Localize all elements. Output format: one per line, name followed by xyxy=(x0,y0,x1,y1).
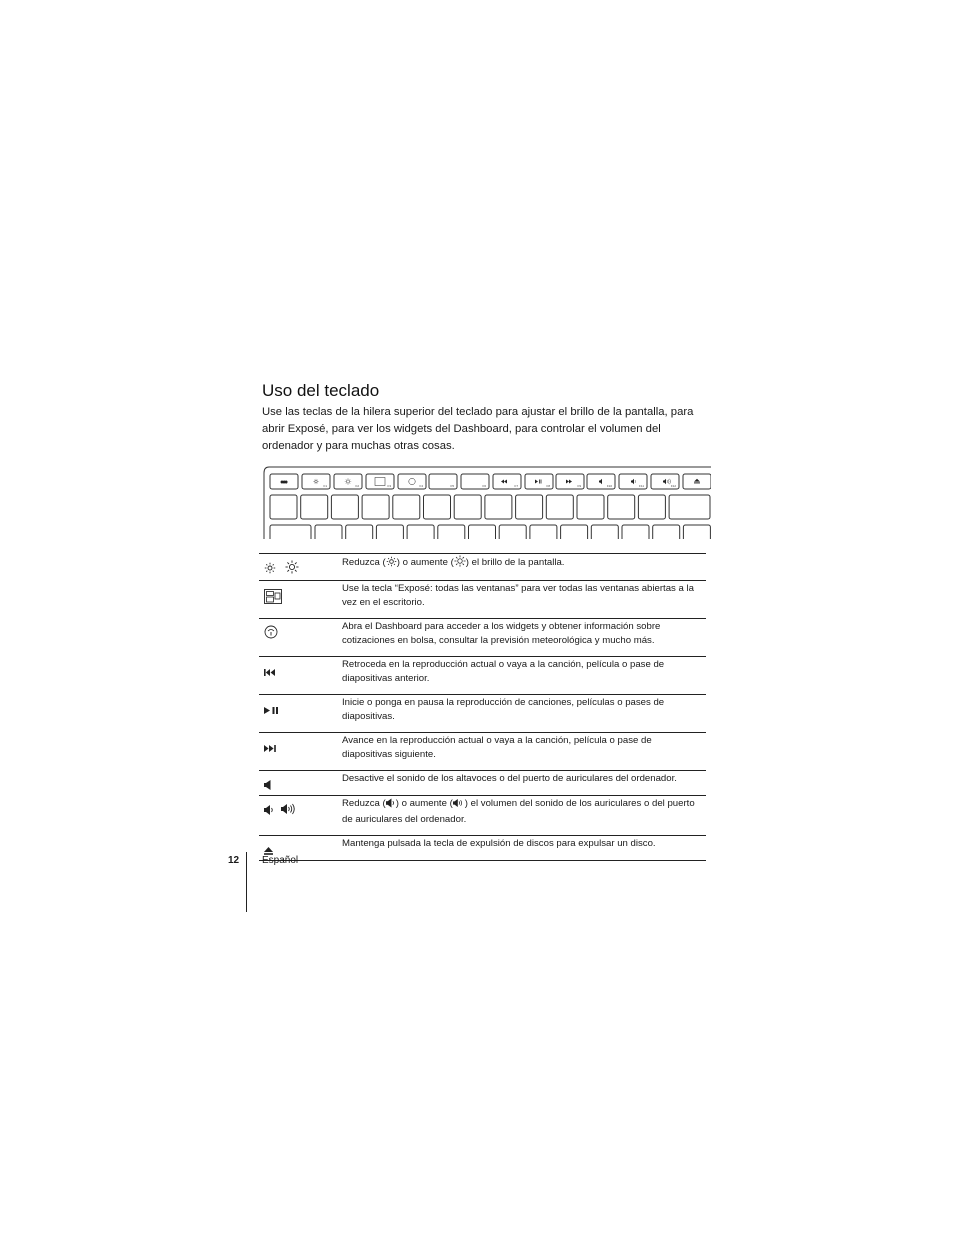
letter-row-key xyxy=(683,525,710,539)
table-row xyxy=(259,695,706,733)
number-row-key xyxy=(546,495,573,519)
number-row-key xyxy=(485,495,512,519)
number-row-key xyxy=(638,495,665,519)
rewind-icon xyxy=(264,663,276,681)
rewind-description: Retroceda en la reproducción actual o vaya a la canción, película o pase de diapositivas anterior. xyxy=(342,657,706,695)
fn-key-label: F10 xyxy=(606,484,612,488)
table-row xyxy=(259,581,706,619)
volume-text-part3: ) el volumen del sonido de los auriculares o del puerto de auriculares del ordenador. xyxy=(342,798,695,826)
expose-description: Use la tecla “Exposé: todas las ventanas” para ver todas las ventanas abiertas a la vez en el escritorio. xyxy=(342,581,706,619)
letter-row-key xyxy=(376,525,403,539)
letter-row-key xyxy=(622,525,649,539)
volume-up-icon xyxy=(281,802,296,820)
fn-key-label: F6 xyxy=(482,484,486,488)
number-row-key xyxy=(516,495,543,519)
number-row-key xyxy=(362,495,389,519)
letter-row-key xyxy=(407,525,434,539)
number-row-key xyxy=(577,495,604,519)
dashboard-icon xyxy=(264,625,278,644)
fn-key-label: F12 xyxy=(670,484,676,488)
letter-row-key xyxy=(591,525,618,539)
dashboard-description: Abra el Dashboard para acceder a los widgets y obtener información sobre cotizaciones en bolsa, consultar la previsión meteorológica y mucho más. xyxy=(342,619,706,657)
delete-key xyxy=(669,495,710,519)
fast-forward-icon xyxy=(264,739,276,757)
brightness-up-inline-icon xyxy=(454,555,466,572)
number-row-key xyxy=(270,495,297,519)
brightness-text-part3: ) el brillo de la pantalla. xyxy=(465,557,565,568)
fn-key-label: F3 xyxy=(387,484,391,488)
fast-forward-description: Avance en la reproducción actual o vaya a la canción, película o pase de diapositivas siguiente. xyxy=(342,733,706,771)
function-keys-table xyxy=(259,553,706,861)
letter-row-key xyxy=(315,525,342,539)
letter-row-key xyxy=(653,525,680,539)
fn-key-label: F4 xyxy=(419,484,423,488)
number-row-key xyxy=(424,495,451,519)
page-number: 12 xyxy=(228,855,240,866)
letter-row-key xyxy=(561,525,588,539)
pause-glyph xyxy=(541,480,542,484)
brightness-text-part2: ) o aumente ( xyxy=(396,557,454,568)
keyboard-illustration xyxy=(263,466,711,539)
fn-key-label: F9 xyxy=(577,484,581,488)
tab-key xyxy=(270,525,311,539)
expose-icon xyxy=(264,589,282,609)
footer-language: Español xyxy=(262,855,299,866)
fn-key-label: F8 xyxy=(546,484,550,488)
letter-row-key xyxy=(499,525,526,539)
pause-glyph xyxy=(539,480,540,484)
volume-up-inline-icon xyxy=(453,798,465,813)
eject-description: Mantenga pulsada la tecla de expulsión de discos para expulsar un disco. xyxy=(342,836,706,861)
fn-key-label: F11 xyxy=(639,484,644,488)
mute-icon xyxy=(264,777,272,795)
letter-row-key xyxy=(469,525,496,539)
number-row-key xyxy=(301,495,328,519)
mute-description: Desactive el sonido de los altavoces o del puerto de auriculares del ordenador. xyxy=(342,771,706,796)
volume-text-part2: ) o aumente ( xyxy=(395,798,453,810)
table-row xyxy=(259,796,706,836)
number-row-key xyxy=(608,495,635,519)
table-row xyxy=(259,836,706,861)
volume-down-icon xyxy=(264,802,275,820)
fn-key-label: F7 xyxy=(514,484,518,488)
esc-key-glyph: esc xyxy=(280,479,288,484)
brightness-down-icon xyxy=(264,561,276,579)
brightness-down-inline-icon xyxy=(386,556,397,572)
play-pause-icon xyxy=(264,701,279,719)
brightness-up-icon xyxy=(285,560,299,579)
brightness-text-part1: Reduzca ( xyxy=(342,557,386,568)
number-row-key xyxy=(454,495,481,519)
volume-down-inline-icon xyxy=(386,798,396,813)
table-row xyxy=(259,771,706,796)
table-row xyxy=(259,619,706,657)
volume-text-part1: Reduzca ( xyxy=(342,798,386,810)
table-row xyxy=(259,733,706,771)
section-title: Uso del teclado xyxy=(262,381,380,400)
table-row xyxy=(259,657,706,695)
fn-key-label: F2 xyxy=(355,484,359,488)
number-row-key xyxy=(393,495,420,519)
eject-glyph xyxy=(694,482,700,483)
fn-key-label: F1 xyxy=(323,484,327,488)
number-row-key xyxy=(331,495,358,519)
footer-rule xyxy=(246,852,247,912)
table-row xyxy=(259,554,706,581)
letter-row-key xyxy=(438,525,465,539)
intro-paragraph: Use las teclas de la hilera superior del teclado para ajustar el brillo de la pantalla, para abrir Exposé, para ver los widgets del Dashboard, para controlar el volumen del ordenador y para muchas otras cosas. xyxy=(262,406,694,452)
play-pause-description: Inicie o ponga en pausa la reproducción de canciones, películas o pases de diapositivas. xyxy=(342,695,706,733)
fn-key-label: F5 xyxy=(450,484,454,488)
letter-row-key xyxy=(530,525,557,539)
letter-row-key xyxy=(346,525,373,539)
